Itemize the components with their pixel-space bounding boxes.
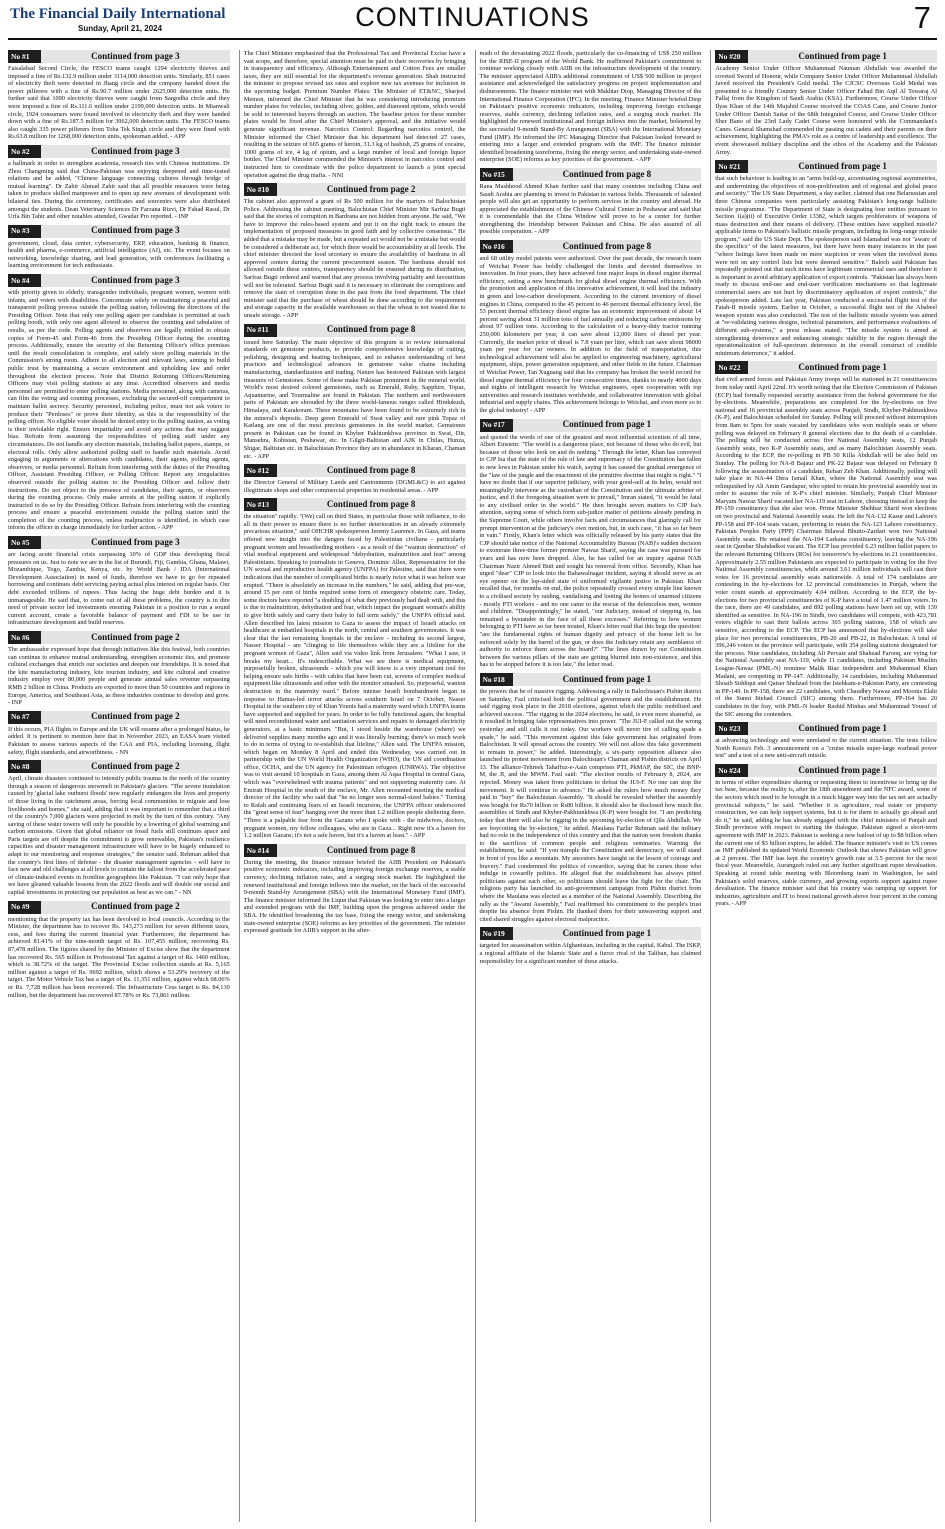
story [480, 168, 702, 236]
story-header [8, 145, 230, 158]
story-text: the Director General of Military Lands and Cantonments (DGML&C) to act against illegitimate shops and other commercial properties in residential areas. - APP [243, 479, 466, 494]
story-header [715, 50, 937, 63]
continued-from-label: Continued from page 3 [41, 145, 230, 158]
story-header [715, 764, 937, 777]
continued-from-label: Continued from page 2 [41, 711, 230, 724]
story-number: No #10 [244, 183, 277, 196]
story-header [715, 361, 937, 374]
story [8, 274, 230, 532]
story-text: targeted for assassination within Afghanistan, including in the capital, Kabul. The ISKP, a regional affiliate of the Islamic State and a fierce rival of the Taliban, has claimed responsibility for a significant number of these attacks. [479, 942, 702, 965]
story-text: with priority given to elderly, transgender individuals, pregnant women, women with infants, and voters with disabilities. Concentrate solely on maintaining a peaceful and transparent polling process outside the polling station, following the directions of the Presiding Officer. Note that only one polling agent per candidate is permitted at each polling booth, with only one agent allowed to observe the counting and tabulation of results, as per the code. Polling agents and observers are legally entitled to obtain copies of Form-45 and Form-46 from the Presiding Officer during the counting process. Additionally, ensure the security of the Returning Officer's office premises until the result consolidation is complete, and safely store polling materials in the Commission's strong room. Adhere to all election and relevant laws, aiming to build public trust by maintaining a secure environment and upholding law and order throughout the election process. Note that District Returning Officers/Returning Officers may visit polling stations at any time. Accredited observers and media personnel are permitted to enter polling stations. Media personnel, along with cameras, can film the voting and counting processes, excluding the secured-off compartment to maintain ballot secrecy. Security personnel, including police, must not ask voters to produce their "Perdoses" or prove their identity, as this is the responsibility of the polling officer. No eligible voter should be denied entry to the polling station, as voting is their inviolable right. Ensure impartiality and avoid any actions that may suggest bias. Refrain from assuming the responsibilities of polling staff under any circumstances. Do not handle any election materials, including ballot papers, stamps, or electoral rolls. Only allow authorized polling staff to handle such materials. Avoid engaging in arguments or altercations with candidates, their agents, polling agents, observers, or media personnel. Refrain from interfering with the duties of the Presiding Officer, Assistant Presiding Officer, or Polling Officer. Report any irregularities observed outside the polling station to the Presiding Officer and follow their instructions. Do not object to the presence of candidates, their agents, or observers during the counting process. Only make arrests at the polling station if explicitly instructed to do so by the Presiding Officer. Refrain from interfering with the counting process and ensure a peaceful environment outside the polling station until the completion of the counting process, unless malpractice is identified, in which case inform the officer in charge immediately for further action. - APP [8, 289, 230, 532]
story [244, 50, 466, 179]
column-1 [8, 50, 230, 1522]
story-header [715, 722, 937, 735]
story [715, 361, 937, 718]
story [244, 324, 466, 461]
story [8, 225, 230, 270]
continued-from-label: Continued from page 1 [513, 419, 702, 432]
story-text: The ambassador expressed hope that through initiatives like this festival, both countries can continue to enhance mutual understanding, strengthen economic ties, and promote cultural exchanges that enrich our societies and deepen our friendships. It is noted that the kite manufacturing industry, kite tourism industry, and kite cultural and creative industry employ over 80,000 people and generate annual sales revenue surpassing RMB 2 billion in China. Products are exported to more than 50 countries and regions in Europe, America, and Southeast Asia, as these industries continue to develop and grow. - INP [8, 646, 230, 707]
story-header [480, 927, 702, 940]
story [8, 536, 230, 627]
columns-area [8, 50, 937, 1522]
continued-from-label: Continued from page 8 [277, 324, 466, 337]
continued-from-label: Continued from page 1 [748, 722, 937, 735]
story [8, 631, 230, 707]
continued-from-label: Continued from page 8 [277, 844, 466, 857]
story-number: No #7 [8, 711, 41, 724]
continued-from-label: Continued from page 3 [41, 274, 230, 287]
story-text: Faisalabad Second Circle, the FESCO teams caught 1294 electricity thieves and imposed a fine of Rs.132.9 million under 3114,000 detection units. Similarly, 851 cases of electricity theft were detected in Jhang circle and the company handed down the power pilferers with a fine of Rs.90.7 million under 2625,000 detection units. He further said that 1090 electricity thieves were caught from Sargodha circle and they were imposed a fine of Rs.111.6 million under 2199,000 detection units. In Mianwali circle, 1924 consumers were found involved in electricity theft and they were handed down with a fine of Rs.187.5 million for 3962,000 detection units. The FESCO teams also caught 335 power pilferers from Toba Tek Singh circle and they were fined with Rs.63.8 million for 1268,000 detection units, spokesman added. - APP [8, 65, 230, 141]
story-header [8, 631, 230, 644]
story-text: government, cloud, data center, cybersecurity, ERP, education, banking & finance, health and pharma, e-commerce, artificial intelligence (AI), etc. The event focuses on networking, knowledge sharing, and lead generation, with conferences facilitating a learning environment for tech enthusiasts. [8, 239, 230, 270]
story-number: No #14 [244, 844, 277, 857]
story-header [244, 844, 466, 857]
story [244, 183, 466, 320]
story-number: No #11 [244, 324, 277, 337]
story-number: No #17 [480, 419, 513, 432]
story-number: No #2 [8, 145, 41, 158]
story [715, 160, 937, 357]
story-number: No #16 [480, 240, 513, 253]
story-number: No #19 [480, 927, 513, 940]
story [715, 722, 937, 760]
story-text: and 68 utility model patents were authorized. Over the past decade, the research team of Weichai Power has boldly challenged the limits and devoted themselves to innovation. In four years, they have achieved four major leaps in diesel engine thermal efficiency, setting a new benchmark for global diesel engine thermal efficiency. With the promotion and application of this innovative achievement, it will lead the industry in green and low-carbon development. According to the current inventory of diesel engines in China, compared to the 45 percent to 46 percent thermal efficiency level, the 53 percent thermal efficiency diesel engine has an economic improvement of about 14 percent saving about 31 million tons of fuel annually and reducing carbon emissions by about 97 million tons. According to the calculation of a heavy-duty tractor running 250,000 kilometers per year, it can save about 12,000 liters of diesel per year. Currently, the market price of diesel is 7.8 yuan per liter, which can save about 98000 yuan per year for car owners. In addition to the field of transportation, this technological achievement will also be applied to engineering machinery, agricultural equipment, ships, power generation equipment, and other fields in the future. Chairman of Weichai Power, Tan Xuguang said that his company has broken the world record for diesel engine thermal efficiency for four consecutive times, thanks to nearly 4000 days and nights of intelligent research by Weichai engineers, open cooperation with top universities and research institutes worldwide, and collaborative innovation with global industrial and supply chains. This achievement belongs to Weichai, and even more so to the global industry! - APP [479, 255, 702, 414]
continued-from-label: Continued from page 2 [41, 631, 230, 644]
story-number: No #13 [244, 498, 277, 511]
story [244, 498, 466, 840]
story-header [244, 183, 466, 196]
story-number: No #15 [480, 168, 513, 181]
section-title: CONTINUATIONS [355, 2, 590, 32]
story-number: No #23 [715, 722, 748, 735]
story-header [715, 160, 937, 173]
story [480, 673, 702, 923]
story [8, 711, 230, 756]
continued-from-label: Continued from page 1 [513, 927, 702, 940]
story-header [8, 760, 230, 773]
story-header [8, 225, 230, 238]
story-text: Academy Senior Under Officer Muhammad Nauman Abdullah was awarded the coveted Sword of Honour, while Company Senior Under Officer Muhammad Abdullah Javed received the President's Gold medal. The CJCSC Overseas Gold Medal was presented to a friendly Country Senior Under Officer Fahad Bin Aqil Al Towaraj Al Fallaj from the Kingdom of Saudi Arabia (KSA). Furthermore, Course Under Officer Ilyas Khan of the 14th Mujahid Course received the COAS Cane, and Course Junior Under Officer Danish Sattar of the 68th Integrated Course, and Course Under Officer Sher Bano of the 23rd Lady Cadet Course were honoured with the Commandant's Canes. General Shamshad commended the passing out cadets and their parents on their achievement, highlighting the PMA's role as a centre of leadership and excellence. The event showcased military discipline and the ethos of the Academy and the Pakistan Army. [715, 65, 937, 156]
continued-from-label: Continued from page 2 [41, 760, 230, 773]
story-text: and quoted the words of one of the greatest and most influential scientists of all time, Albert Einstein: "The world is a dangerous place, not because of those who do evil, but because of those who look on and do nothing." Through the letter, Khan has conveyed to CJP Isa that the state of the rule of law and supremacy of the Constitution has fallen to new lows in Pakistan under his watch, saying it has caused the gradual emergence of the "law of the jungle and the enactment of the primitive doctrine that might is right." "I have no doubt that if our superior judiciary, with your good-self at its helm, would not meaningfully intervene as the custodian of the Constitution and the ultimate arbiter of justice, and if the foregoing situation were to prevail," Imran stated, "it would be fatal to any civilised order in the world." He then brought seven matters to CJP Isa's attention, saying some of which form sub-judice matter of petitions already pending in the Supreme Court, while others involve facts and circumstances that glaringly call for prompt intervention at the judiciary's own motion, but, in such case, "it has so far been in vain." Firstly, Khan's letter which was officially released by his party states that the CJP should take notice of the National Accountability Bureau (NAB)'s sudden decision to exonerate three-time former premier Nawaz Sharif, saying the case was pursued for years and has now been dropped. Also, he has called for an inquiry against NAB Chairman Nazir Ahmed Butt and sought his removal from office. Secondly, Khan has urged "dear" CJP to look into the Bahawalnagar incident, saying it should serve as an eye opener on the lop-sided state of uniformed vigilante justice in Pakistan. Khan recalled that, for months on end, the police repeatedly crossed every simple line known to a civilised society by raiding, vandalising and looting the homes of unarmed citizens - mostly PTI workers - and no one came to the rescue of the defenceless men, women and children. "Disappointingly," he stated, "our Judiciary, instead of stepping in, has remained a bystander in the face of all these excesses." Referring to how women belonging to PTI have so far been treated, Khan's letter read that this begs the question: "are the fundamental rights of human dignity and privacy of the home left to be enforced solely by the barrel of the gun, or does the Judiciary retain any semblance of authority to enforce them across the board?" "The lines drawn by our Constitution between the various pillars of the state are getting blurred into non-existence, and this has to be stopped before it is too late," the letter read. [479, 433, 702, 669]
story-header [480, 673, 702, 686]
paper-name: The Financial Daily International [10, 6, 226, 22]
continued-from-label: Continued from page 1 [748, 361, 937, 374]
story-header [8, 536, 230, 549]
story-number: No #6 [8, 631, 41, 644]
story-number: No #20 [715, 50, 748, 63]
story [244, 844, 466, 935]
continued-from-label: Continued from page 8 [513, 168, 702, 181]
story-text: The cabinet also approved a grant of Rs 500 million for the martyrs of Balochistan Police. Addressing the cabinet meeting, Balochistan Chief Minister Mir Sarfraz Bugti said that the stories of corruption in Bardrana are not hidden from anyone. He said, "We have to improve the rules-based system and put it on the right track to ensure the implementation of proposed measures in good faith and by collective consensus." He added that a mistake may be made, but a repeated act would not be a mistake but would be considered a deliberate act, for which there would be accountability at all levels. The chief minister directed the food secretary to ensure the availability of bardrana in all approved centers during the current procurement season. The bardrana should not allowed outside these centres, transparency should be ensured during its distribution, Sarfraz Bugti ordered and warned that any process involving partiality and favouritism will not be tolerated. Sarfraz Bugti said it is necessary to eliminate the corruptions and remove the stain of corruption done in the past from the food department. The chief minister said that the purchase of wheat should be done according to the requirement and storage capacity in the available warehouses so that the wheat is not wasted due to unsafe storage. - APP [243, 198, 466, 319]
story-text: math of the devastating 2022 floods, particularly the co-financing of US$ 250 million for the RISE-II program of the World Bank. He reaffirmed Pakistan's commitment to continue working closely with AIIB on the infrastructure development of the country. The minister appreciated AIIB's additional commitment of US$ 500 million in project assistance and acknowledged the satisfactory progress on project implementation and disbursements. The finance minister met with Makhtar Diop, Managing Director of the International Finance Corporation (IFC). In the meeting, Finance Minister briefed Diop on Pakistan's positive economic indicators, including improving foreign exchange reserves, stable currency, declining inflation rates, and a surging stock market. He highlighted the renewed institutional and foreign inflows into the market, bolstered by the successful 9-month Stand-By Arrangement (SBA) with the International Monetary Fund (IMF). He informed the IFC Managing Director that Pakistan looked forward to entering into a larger and extended program with the IMF. The finance minister identified broadening taxreforms, fixing the energy sector, and undertaking state-owned enterprise (SOE) reforms as key priorities of the government. - APP [479, 50, 702, 164]
issue-date: Sunday, April 21, 2024 [78, 24, 163, 33]
story-text: The Chief Minister emphasized that the Professional Tax and Provincial Excise have a vast scope, and therefore, special attention must be paid to their recoveries by bringing in transparency and efficiency. Although Entertainment and Cotton Fees are smaller taxes, they are still essential for the department's revenue generation. Shah instructed the minister to propose revised tax rates and explore new tax avenues for inclusion in the upcoming budget. Premium Number Plates: The Minister of ET&NC, Sharjeel Memon, informed the Chief Minister that he was considering introducing premium number plates for vehicles, including silver, golden, and diamond options, which would be sold to interested buyers through an auction. The baseline prices for these number plates would be fixed after the Chief Minister's approval, and the initiative would generate significant revenue. Narcotics Control: Regarding narcotics control, the Minister informed the Chief Minister that his department had detected 27 cases, resulting in the seizure of 665 grams of heroin, 31.3 kg of hashish, 25 grams of cocaine, 1000 grams of ice, 4 kg of opium, and a large number of local and foreign liquor bottles. The Chief Minister commended the Minister's interest in narcotics control and instructed him to coordinate with the police department to launch a joint special operation against the drug mafia. - NNI [243, 50, 466, 179]
story [8, 760, 230, 897]
story-number: No #21 [715, 160, 748, 173]
story-text: During the meeting, the finance minister briefed the AIIB President on Pakistan's positive economic indicators, including improving foreign exchange reserves, a stable currency, declining inflation rates, and a surging stock market. He highlighted the renewed institutional and foreign inflows into the market, on the back of the successful 9-month Stand-by Arrangement (SBA) with the International Monetary Fund (IMF). The finance minister informed Jin Liqun that Pakistan was looking to enter into a larger and extended program with the IMF, building upon the progress achieved under the SBA. He identified broadening the tax base, fixing the energy sector, and undertaking state-owned enterprise (SOE) reforms as key priorities of the government. The minister expressed gratitude for AIIB's support in the after- [243, 858, 466, 935]
story [480, 419, 702, 669]
story-number: No #3 [8, 225, 41, 238]
story [480, 927, 702, 965]
story-text: If this occurs, PIA flights to Europe and the UK will resume after a prolonged hiatus, he added. It is pertinent to mention here that in November 2023, an EASA team visited Pakistan to assess various aspects of the CAA and PIA, including licensing, flight safety, flight standards, and airworthiness. - NN [8, 725, 230, 756]
continued-from-label: Continued from page 2 [41, 901, 230, 914]
story-header [244, 324, 466, 337]
column-4 [710, 50, 937, 1522]
story-text: are facing acute financial crisis surpassing 10% of GDP thus developing fiscal pressures on us. Just to note we are in the list of Burundi, Fiji, Gambia, Ghana, Malawi, Mozambique, Togo, Zambia, Kenya, etc. by World Bank / IDA (International Development Association) in need of funds, therefore we have to go for repeated borrowing and continues debt servicing paying actual plus interest on regular basis. Our debt exceeded trillions of rupees. Thus facing the huge debt burden and it is unmanageable. He said that, to come out of all these problems, the country is in dire need of private sector led investments ensuring Pakistan in a position to run a sound current account, create a favorable balance of payment and FDI to be use in infrastructure development and build reserves. [8, 551, 230, 627]
masthead [8, 0, 937, 40]
story-header [244, 464, 466, 477]
story-number: No #24 [715, 764, 748, 777]
story-number: No #18 [480, 673, 513, 686]
continued-from-label: Continued from page 3 [41, 50, 230, 63]
story-number: No #22 [715, 361, 748, 374]
story-text: issued here Saturday. The main objective of this program is to review international standards on gemstone products, to provide comprehensive knowledge of cutting, polishing, designing and heating techniques, and to enhance understanding of best practices and technological advances in gemstone value chains including manufacturing, standardization and trading. Nature has bestowed Pakistan with largest treasures of Gemstones. Some of these make Pakistan prominent in the mineral world. World's most desired colored gemstones, such as Emerald, Ruby, Sapphire, Topaz, Aquamarine, and Tourmaline are found in Pakistan. The northern and northwestern parts of Pakistan are shrouded by the three world-famous ranges called Hindukush, Himalaya, and Karakoram. These mountains have been found to be extremely rich in the mineral's deposits. Deep green Emerald of Swat valley and rare pink Topaz of Katlang are one of the most precious gemstones in the world market. Gemstones present in Pakistan can be found in Khyber Pakhtunkhwa province in Swat, Dir, Mansehra, Kohistan, Peshawar, etc. In Gilgit-Baltistan and AJK in Chilas, Hunza, Shigar, Baltistan etc. in Baluchistan Province they are in abundance in Kharan, Chaman etc. - APP [243, 338, 466, 460]
story-text: Rana Mashhood Ahmed Khan further said that many countries including China and Saudi Arabia are planning to invest in Pakistan in various fields. Thousands of talented people will also get an opportunity to perform services in the country and abroad. He appreciated the establishment of the Chinese Cultural Center in Peshawar and said that it is commendable that the China Window will prove to be a center for further strengthening the friendship between Pakistan and China. He also assured of all possible cooperation. - APP [479, 182, 702, 236]
story-text: that such behaviour is leading to an "arms build-up, accentuating regional asymmetries, and undermining the objectives of non-proliferation and of regional and global peace and security." The US State Department, a day earlier, claimed that one Belarussian and three Chinese companies were particularly assisting Pakistan's long-range ballistic missile programme. "The Department of State is designating four entities pursuant to Section 1(a)(ii) of Executive Order 13382, which targets proliferators of weapons of mass destruction and their means of delivery. (These entities have supplied missile?applicable items to Pakistan's ballistic missile program, including its long-range missile program," said the US State Dept. The spokesperson said Islamabad was not "aware of the specifics" of the latest measures, but there have been many instances in the past "where listings have been made on mere suspicion or even when the involved items were not on any control lists but were deemed sensitive." Baloch said Pakistan has repeatedly pointed out that such items have legitimate commercial uses and therefore it is important to avoid arbitrary application of export controls. "Pakistan has always been ready to discuss end-use and end-user verification mechanisms so that legitimate commercial users are not hurt by discriminatory application of export controls," the spokesperson added. Late last year, Pakistan conducted a successful flight test of the Fatah-II missile system. Earlier in October, a successful flight test of the Ababeel weapon system was also conducted. The test of the ballistic missile system was aimed at "re-validating various designs, technical parameters, and performance evaluations of different sub-systems," a press release stated. "The missile system is aimed at strengthening deterrence and enhancing strategic stability in the region through the operationalization of full-spectrum deterrence in the overall construct of credible minimum deterrence," it added. [715, 175, 937, 357]
story-text: the situation" rapidly. "(We) call on third States, in particular those with influence, to do all in their power to ensure there is no further deterioration in an already extremely precarious situation," said OHCHR spokesperson Jeremy Laurence. In Gaza, aid teams offered new insight into the dangers faced by Palestinian civilians - particularly pregnant women and breastfeeding mothers - as a result of the "wanton destruction" of vital medical equipment and widespread "dehydration, malnutrition and fear" among Palestinians. Speaking to journalists in Geneva, Dominic Allen, Representative for the UN sexual and reproductive health agency (UNFPA) for Palestine, said that there were indications that the number of complicated births is nearly twice what it was before war erupted. "There is absolutely an increase in the numbers," he said, adding that pre-war, around 15 per cent of births required some form of emergency obstetric care. Today, some doctors have reported "a doubling of what they previously had dealt with, and this is due to malnutrition, dehydration and fear, which impact the pregnant woman's ability to give birth safely and carry their baby to full term safely," the UNFPA official said. Allen described his latest mission to Gaza to assess the impact of Israeli attacks on healthcare at embattled hospitals in the north, central and southern governorates. It was clear that the last remaining hospitals in the enclave - including its second largest, Nasser Hospital - are "clinging to life themselves while they are a lifeline for the pregnant women of Gaza", Allen said via video link from Jerusalem. "What I saw, it breaks my heart... It's indescribable. What we see there is medical equipment, purposefully broken, ultrasounds - which you will know is a very important tool for helping ensure safe births - with cables that have been cut, screens of complex medical equipment like ultrasounds and other with the monitor smashed. So, purposeful, wanton destruction in the maternity ward." Before intense Israeli bombardment began in response to Hamas-led terror attacks across southern Israel on 7 October, Nasser Hospital in the southern city of Khan Younis had a maternity ward which UNFPA teams have supported and supplied for years. In order to be fully functional again, the hospital will need reconditioned water and sanitation services and repairs to damaged electricity generators, at a basic minimum. "But, I stood beside the warehouse (where) we delivered supplies many months ago and it was literally burning; there's so much work to do in terms of trying to re-establish that lifeline," Allen said. The UNFPA mission, which began on Monday 8 April and ended this Wednesday, was carried out in partnership with the UN World Health Organization (WHO), the UN aid coordination office, OCHA, and the UN agency for Palestinian refugees (UNRWA). The objective was to visit around 10 hospitals in Gaza, among them Al Aqsa Hospital in central Gaza, which was "overwhelmed with trauma patients" and not supporting maternity care. At Emirati Hospital in the south of the enclave, Mr. Allen recounted meeting the medical director of the facility who said that "he no longer sees normal-sized babies." Turning to Rafah and continuing fears of an Israeli incursion, the UNFPA officer underscored the "great sense of fear" hanging over the more than 1.2 million people sheltering there. "There is a palpable fear from the Gazans who I spoke with - the midwives, doctors, pregnant women, my fellow colleagues, who are in Gaza... Right now it's a haven for 1.2 million Gazans; it's not a safe haven, but it's a haven at least." - APP [243, 513, 466, 840]
continued-from-label: Continued from page 1 [748, 50, 937, 63]
story [244, 464, 466, 494]
continued-from-label: Continued from page 8 [513, 240, 702, 253]
continued-from-label: Continued from page 1 [748, 160, 937, 173]
story-number: No #8 [8, 760, 41, 773]
story-number: No #9 [8, 901, 41, 914]
story-header [244, 498, 466, 511]
story [480, 240, 702, 414]
column-3 [475, 50, 702, 1522]
story [715, 50, 937, 156]
story-number: No #12 [244, 464, 277, 477]
story-header [480, 240, 702, 253]
story-header [480, 168, 702, 181]
story [480, 50, 702, 164]
story-header [8, 901, 230, 914]
story-text: mentioning that the property tax has been devolved to local councils. According to the Minister, the department has to recover Rs. 143,273 million for seven different taxes, cess, and fees during the current financial year. Furthermore, the department has achieved 81.41% of the nine-month target of Rs. 107,455 million, recovering Rs. 87,478 million. The figures shared by the Minister of Excise show that the department has recovered Rs. 565 million in Professional Tax against a target of Rs. 1460 million, which is 38.72% of the target. The Provincial Excise collection stands at Rs. 5,165 million against a target of Rs. 9692 million, which shows a 53.29% recovery of the target. The Motor Vehicle Tax has a target of Rs. 11,351 million, against which 68.06% or Rs. 7,728 million has been recovered. The Infrastructure Cess target is Rs. 84,130 million, but the department has recovered 87.78% or Rs. 73,861 million. [8, 915, 230, 999]
story [715, 764, 937, 908]
continued-from-label: Continued from page 8 [277, 464, 466, 477]
story-number: No #1 [8, 50, 41, 63]
story-number: No #4 [8, 274, 41, 287]
continued-from-label: Continued from page 2 [277, 183, 466, 196]
story [8, 901, 230, 1000]
continued-from-label: Continued from page 1 [748, 764, 937, 777]
continued-from-label: Continued from page 3 [41, 225, 230, 238]
story-text: at advancing technology and were unrelated to the current situation. The tests follow North Korea's Feb. 3 announcement on a "cruise missile super-large warhead power test" and a test of a new anti-aircraft missile. [715, 737, 937, 760]
story [8, 50, 230, 141]
continued-from-label: Continued from page 1 [513, 673, 702, 686]
continued-from-label: Continued from page 8 [277, 498, 466, 511]
column-2 [239, 50, 466, 1522]
story [8, 145, 230, 221]
page-number: 7 [913, 0, 931, 35]
story-text: the powers that be of massive rigging. Addressing a rally in Balochistan's Pishin district on Saturday, Fazl criticised both the political government and the establishment. He said rigging took place in the 2018 elections, against which the public mobilised and achieved success. "The rigging in the 2024 elections, he said, is even more shameful, as it resulted in bringing fake representatives into power. "The JUI-F called out the wrong yesterday and still calls it out today. Our workers will never tire of calling spade a spade," he said. "This movement against this fake government has originated from Balochistan. It will spread across the country. We will not allow this fake government to remain in power," he added. Interestingly, a six-party opposition alliance also launched its protest movement from Balochistan's Chaman and Pishin districts on April 13. The alliance-Tehreek Tahaffuz-e-Aain comprises PTI, PkMAP, the SIC, the BNP-M, the JI, and the MWM. Fazl said: "The election results of February 8, 2024, are rejected. Money was taken from politicians to defeat the JUI-F. No one can stop the movement. It will continue to advance." He asked the rulers how much money they paid to "buy" the Balochistan Assembly. "It should be revealed whether the assembly was bought for Rs70 billion or Rs80 billion. It should also be disclosed how much the assemblies of Sindh and Khyber-Pakhtunkhwa (K-P) were bought for. "I am predicting today that there will also be rigging in the upcoming by-election of Qila Abdullah. We are boycotting the by-election," he added. Maulana Fazlur Rehman said the military had no role in the independence of this country and that the nation won freedom thanks to the sacrifices of common people and religious seminaries. Warning the establishment, he said: "If you trample the Constitution and democracy, we will stand in front of you like a mountain. My ancestors have taught us the lesson of courage and bravery." Fazl condemned the politics of cowardice, saying that he curses those who indulge in cowardly politics. He alleged that the establishment has always pitted politicians against each other, so politicians should leave the fight for the chair. The religious party has launched its anti-government campaign from Pishin district from where the Maulana was elected as a member of the National Assembly. Describing the rally as the "Awami Assembly," Fazl reaffirmed his commitment to the people's trust despite his absence from Pishin. He thanked them for their unwavering support and cited shared struggles against electoral malpractice. [479, 687, 702, 923]
story-text: in terms of either expenditure sharing or requesting them to incentivise to bring up the tax base, because the reality is, after the 18th amendment and the NFC award, some of the sectors which need to be brought in a much bigger way into the tax net are actually provincial subjects," he said. "Whether it is agriculture, real estate or property construction, we can help support systems, but it is for them to actually go ahead and do it," he said, adding he has already engaged with the chief ministers of Punjab and Sindh provinces with respect to starting the dialogue. Pakistan signed a short-term agreement with IMF in 2023. Pakistan is seeking a new bailout of up to $8 billion when the current one of $3 billion expires, he added. The finance minister's visit to US comes as IMF published its updated World Economic Outlook that shows Pakistan will grow at 2 percent. The IMF has kept the country's growth rate at 3.5 percent for the next fiscal year. Meanwhile, Aurangzeb ruled out any further significant rupee devaluation. Speaking at round table meeting with Bloomberg team in Washington, he said Pakistan's solid reserves, stable currency, and growing exports support against rupee devaluation. The finance minister said that his country was ramping up support for industries, agriculture and IT to boost national growth above four percent in the coming years. - APP [715, 778, 937, 908]
story-number: No #5 [8, 536, 41, 549]
story-header [480, 419, 702, 432]
story-header [8, 274, 230, 287]
story-text: April, climate disasters continued to intensify public trauma in the north of the country through a season of dangerous snowmelt in Pakistan's glaciers. "The severe inundation caused by 'glacial lake outburst floods' now regularly endangers the lives and property of those living in the catchment areas, forcing local communities to migrate and lose livelihoods and homes," she said, adding that it was important to remember that a third of the country's 7,000 glaciers were projected to melt by the turn of this century. "Any saving of these water towers will only be possible by a lowering of global warming and carbon emissions. Given that global reliance on fossil fuels still continues apace and Paris targets are off despite the commitment to grow renewables, Pakistan's resilience capacities and disaster management infrastructure will have to be hugely enhanced to adapt to our monitoring and response strategies," the senator said. Rehman added that the country's first lines of defense - the disaster management agencies - will have to face new and old challenges at all levels to contain the fallout from the accelerated pace of climate-induced events in frontline geographies like Pakistan. "I can only hope that we have gleaned valuable lessons from the 2022 floods and will double our social and capital investments in protecting our population as best as we can." - NN [8, 775, 230, 897]
continued-from-label: Continued from page 3 [41, 536, 230, 549]
story-header [8, 711, 230, 724]
story-header [8, 50, 230, 63]
story-text: a hallmark in order to strengthen academia, research ties with Chinese institutions. Dr Zhou Changming said that China-Pakistan was enjoying deepened and time-tested relations and he added, "Chinese language connecting cultures through bridge of mutual learning". Dr Zahir Ahmad Zahir said that all possible measures were being taken to produce skilled manpower and to open up new avenues of development with bilateral ties. During the ceremony, certificates and souvenirs were also distributed amongst the students. Dean Veterinary Sciences Dr Farzana Rizvi, Dr Fahad Rasul, Dr Urfa Bin Tahir and other notables attended, Gwadar Pro reported. - INP [8, 159, 230, 221]
story-text: that civil armed forces and Pakistan Army troops will be stationed in 21 constituencies from today until April 22nd. It's worth noting that the Election Commission of Pakistan (ECP) had formally requested security assistance from the federal government for the by-elections. Meanwhile, preparations are completed for the by-elections on five national and 16 provincial assembly seats across Punjab, Sindh, Khyber-Pakhtunkhwa (K-P), and Balochistan scheduled for Sunday. Polling will proceed without interruption from 8am to 5pm for seats vacated by candidates who won multiple seats or where polling was delayed on February 8 general elections due to the death of a candidate. The polling will be conducted across five National Assembly seats, 12 Punjab Assembly seats, two K-P Assembly seats, and as many Balochistan Assembly seats. According to the ECP, the re-polling in PB 50 Killa Abdullah will be also held on Sunday. The polling for NA-8 Bajaur and PK-22 Bajaur was delayed on February 8 following the assassination of a candidate, Rehan Zeb Khan. Additionally, polling will take place in NA-44 Dera Ismail Khan, where the National Assembly seat was relinquished by Ali Amin Gandapur, who opted to retain his provincial assembly seat in order to assume the role of K-P's chief minister. Similarly, Punjab Chief Minister Maryam Nawaz Sharif vacated her NA-119 seat in Lahore, choosing instead to keep the PP-159 constituency that she also won. Prime Minister Shehbaz Sharif won elections on two provincial and National Assembly seats. He left the NA-132 Kasur and Lahore's PP-158 and PP-164 seats vacant, preferring to retain the NA-123 Lahore constituency. Pakistan Peoples Party (PPP) Chairman Bilawal Bhutto-Zardari won two National Assembly seats. He retained the NA-194 Larkana constituency, leaving the NA-196 seat in Qambar Shahdadkot vacant. The ECP has provided 6.23 million ballot papers to the relevant Returning Officers (ROs) for tomorrow's by-elections in 21 constituencies. Approximately 2.55 million Pakistanis are expected to participate in voting for the five National Assembly constituencies, while around 3.61 million individuals will cast their votes for 16 provincial assembly seats nationwide. A total of 174 candidates are contesting in the by-elections for 12 provincial constituencies in Punjab, where the voter count stands at approximately 4.04 million. According to the ECP, the by-elections for two provincial constituencies of K-P have a total of 1.47 million voters. In the race, there are 49 candidates, and 892 polling stations have been set up, with 139 identified as sensitive. In NA-196 in Sindh, two candidates will compete, with 423,781 voters eligible to cast their ballots across 303 polling stations, 158 of which are sensitive, according to the ECP. The ECP has announced that by-elections will take place for two provincial constituencies, PB-20 and PB-22, in Balochistan. A total of 396,246 voters in the province will participate, with 354 polling stations designated for the process. Nine candidates, including Ali Pervaiz and Shahzad Farooq, are vying for the National Assembly seat NA-119, while 11 candidates, including Pakistan Muslim League-Nawaz (PML-N) nominee Malik Riaz independent and Muhammad Khan Madani, are competing in PP-147. Additionally, 14 candidates, including Muhammad Shoaib Siddiqui and Qaiser Shehzad from the Istehkam-e-Pakistan Party, are contesting in PP-149. In PP-158, there are 22 candidates, with Chaudhry Nawaz and Moonis Elahi of the Sunni Ittehad Council (SIC) among them. Furthermore, PP-164 has 20 candidates in the fray, with PML-N leader Rashid Minhas and Muhammad Yousuf of the SIC among the contenders. [715, 376, 937, 718]
